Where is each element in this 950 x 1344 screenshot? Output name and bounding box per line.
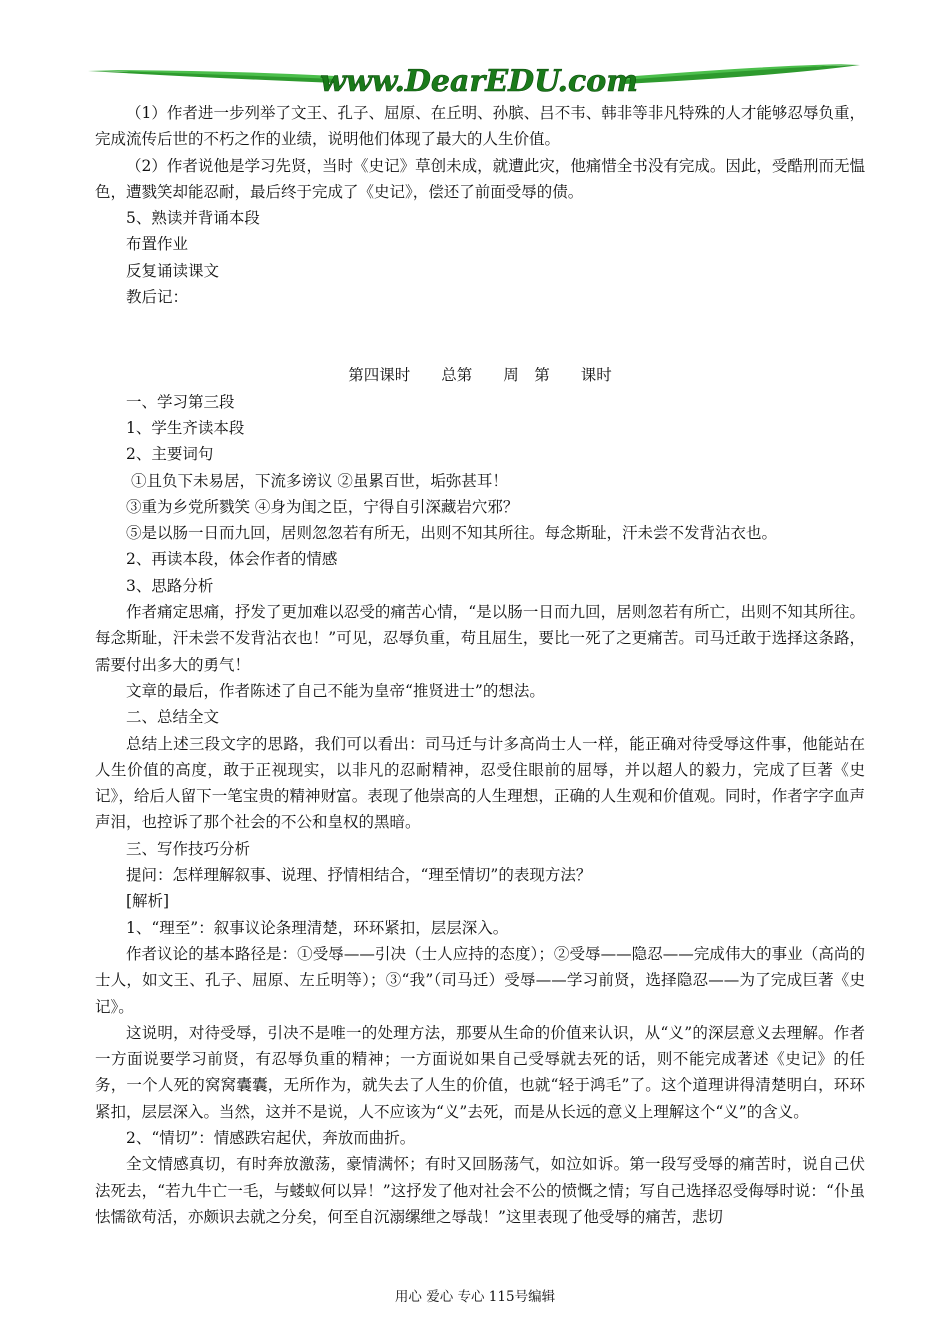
list-item: 1、“理至”：叙事议论条理清楚，环环紧扣，层层深入。 [126,918,509,937]
paragraph: （2）作者说他是学习先贤，当时《史记》草创未成，就遭此灾，他痛惜全书没有完成。因此，受酷刑而无愠色，遭戮笑却能忍耐，最后终于完成了《史记》，偿还了前面受辱的债。 [95,156,865,201]
green-swoosh-logo [88,58,863,98]
spacer [95,310,865,362]
list-item: 2、“情切”：情感跌宕起伏，奔放而曲折。 [126,1128,416,1147]
list-item: 2、主要词句 [126,445,214,464]
page-footer: 用心 爱心 专心 115号编辑 [394,1289,556,1305]
section-heading: 教后记： [126,288,189,307]
section-heading: 二、总结全文 [126,708,220,727]
paragraph: 反复诵读课文 [126,261,220,280]
list-item: ⑤是以肠一日而九回，居则忽忽若有所无，出则不知其所往。每念斯耻，汗未尝不发背沾衣也。 [126,524,778,543]
paragraph: 总结上述三段文字的思路，我们可以看出：司马迁与计多高尚士人一样，能正确对待受辱这件事，他能站在人生价值的高度，敢于正视现实，以非凡的忍耐精神，忍受住眼前的屈辱，并以超人的毅力，完成了巨著《史记》，给后人留下一笔宝贵的精神财富。表现了他崇高的人生理想，正确的人生观和价值观。同时，作者字字血声声泪，也控诉了那个社会的不公和皇权的黑暗。 [95,734,865,832]
paragraph: 作者痛定思痛，抒发了更加难以忍受的痛苦心情，“是以肠一日而九回，居则忽若有所亡，出则不知其所往。每念斯耻，汗未尝不发背沾衣也！”可见，忍辱负重，苟且屈生，要比一死了之更痛苦。司马迁敢于选择这条路，需要付出多大的勇气！ [95,603,865,674]
section-heading: 一、学习第三段 [126,392,235,411]
document-body [95,100,865,1230]
list-item: 2、再读本段，体会作者的情感 [126,550,338,569]
site-url-text: www.DearEDU.com [319,64,639,98]
paragraph: （1）作者进一步列举了文王、孔子、屈原、在丘明、孙膑、吕不韦、韩非等非凡特殊的人才能够忍辱负重，完成流传后世的不朽之作的业绩，说明他们体现了最大的人生价值。 [95,104,865,149]
list-item: 1、学生齐读本段 [126,418,245,437]
paragraph: 这说明，对待受辱，引决不是唯一的处理方法，那要从生命的价值来认识，从“义”的深层意义去理解。作者一方面说要学习前贤，有忍辱负重的精神；一方面说如果自己受辱就去死的话，则不能完成著述《史记》的任务，一个人死的窝窝囊囊，无所作为，就失去了人生的价值，也就“轻于鸿毛”了。这个道理讲得清楚明白，环环紧扣，层层深入。当然，这并不是说，人不应该为“义”去死，而是从长远的意义上理解这个“义”的含义。 [95,1023,865,1121]
site-header-banner [88,58,863,98]
paragraph: [解析] [126,892,170,911]
list-item: ③重为乡党所戮笑 ④身为闺之臣，宁得自引深藏岩穴邪？ [126,497,519,516]
list-item: 5、熟读并背诵本段 [126,209,260,228]
list-item: 3、思路分析 [126,576,214,595]
paragraph: 作者议论的基本路径是：①受辱——引决（士人应持的态度）；②受辱——隐忍——完成伟大的事业（高尚的士人，如文王、孔子、屈原、左丘明等）；③“我”（司马迁）受辱——学习前贤，选择隐忍——为了完成巨著《史记》。 [95,944,865,1016]
list-item: ①且负下未易居，下流多谤议 ②虽累百世，垢弥甚耳！ [131,471,508,490]
paragraph: 全文情感真切，有时奔放激荡，豪情满怀；有时又回肠荡气，如泣如诉。第一段写受辱的痛苦时，说自己伏法死去，“若九牛亡一毛，与蝼蚁何以异！”这抒发了他对社会不公的愤慨之情；写自己选择忍受侮辱时说：“仆虽怯懦欲苟活，亦颇识去就之分矣，何至自沉溺缧绁之辱哉！”这里表现了他受辱的痛苦，悲切 [95,1155,865,1226]
section-heading: 布置作业 [126,235,189,254]
lesson-title: 第四课时 总第 周 第 课时 [348,366,612,385]
paragraph: 提问：怎样理解叙事、说理、抒情相结合，“理至情切”的表现方法？ [126,866,592,885]
paragraph: 文章的最后，作者陈述了自己不能为皇帝“推贤进士”的想法。 [126,681,545,700]
section-heading: 三、写作技巧分析 [126,839,251,858]
